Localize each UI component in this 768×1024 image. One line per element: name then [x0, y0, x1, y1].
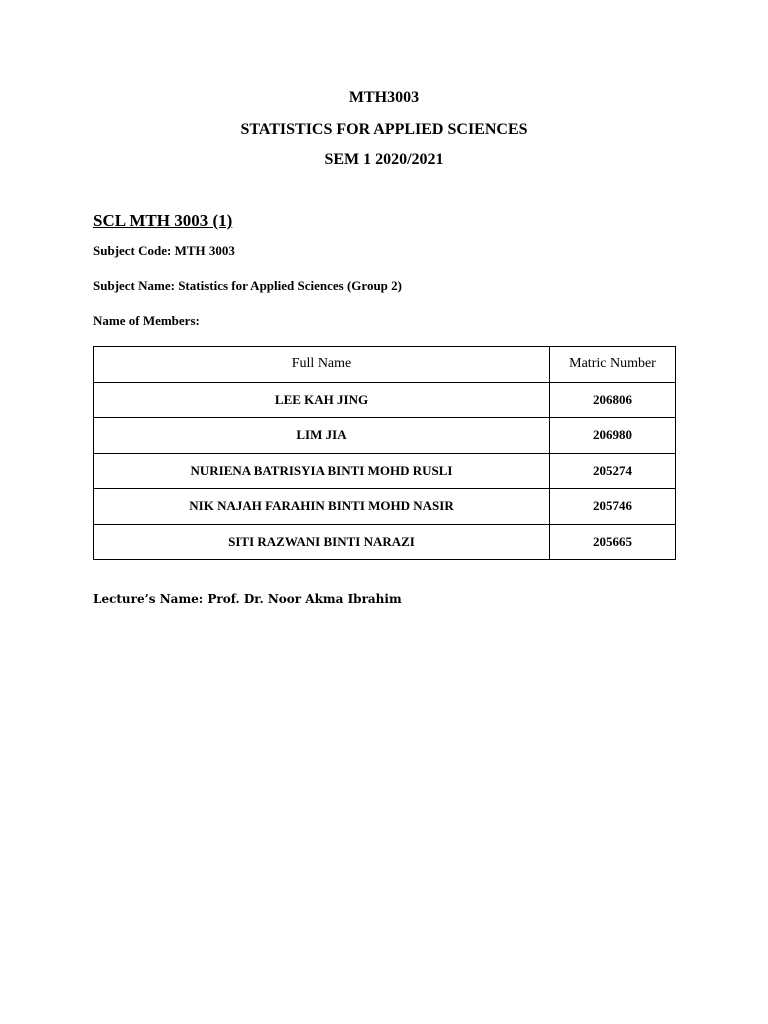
matric-number-cell: 205274: [550, 453, 676, 489]
subject-code-line: Subject Code: MTH 3003: [93, 243, 235, 258]
table-row: [94, 524, 676, 560]
member-name-cell: LEE KAH JING: [94, 382, 550, 418]
table-row: [94, 489, 676, 525]
course-title-heading: STATISTICS FOR APPLIED SCIENCES: [240, 121, 528, 138]
section-title: SCL MTH 3003 (1): [93, 211, 233, 230]
members-label: Name of Members:: [93, 313, 200, 328]
table-row: [94, 382, 676, 418]
table-row: [94, 453, 676, 489]
matric-number-cell: 206980: [550, 418, 676, 454]
semester-heading: SEM 1 2020/2021: [324, 151, 444, 168]
matric-number-cell: 205665: [550, 524, 676, 560]
member-name-cell: NIK NAJAH FARAHIN BINTI MOHD NASIR: [94, 489, 550, 525]
lecturer-name-line: Lecture’s Name: Prof. Dr. Noor Akma Ibrahim: [93, 592, 402, 606]
members-table: [93, 346, 676, 560]
table-row: [94, 418, 676, 454]
column-header-matric-number: Matric Number: [550, 347, 676, 383]
matric-number-cell: 206806: [550, 382, 676, 418]
member-name-cell: NURIENA BATRISYIA BINTI MOHD RUSLI: [94, 453, 550, 489]
course-code-heading: MTH3003: [348, 89, 420, 106]
table-header-row: [94, 347, 676, 383]
column-header-full-name: Full Name: [94, 347, 550, 383]
member-name-cell: LIM JIA: [94, 418, 550, 454]
member-name-cell: SITI RAZWANI BINTI NARAZI: [94, 524, 550, 560]
matric-number-cell: 205746: [550, 489, 676, 525]
subject-name-line: Subject Name: Statistics for Applied Sciences (Group 2): [93, 278, 402, 293]
